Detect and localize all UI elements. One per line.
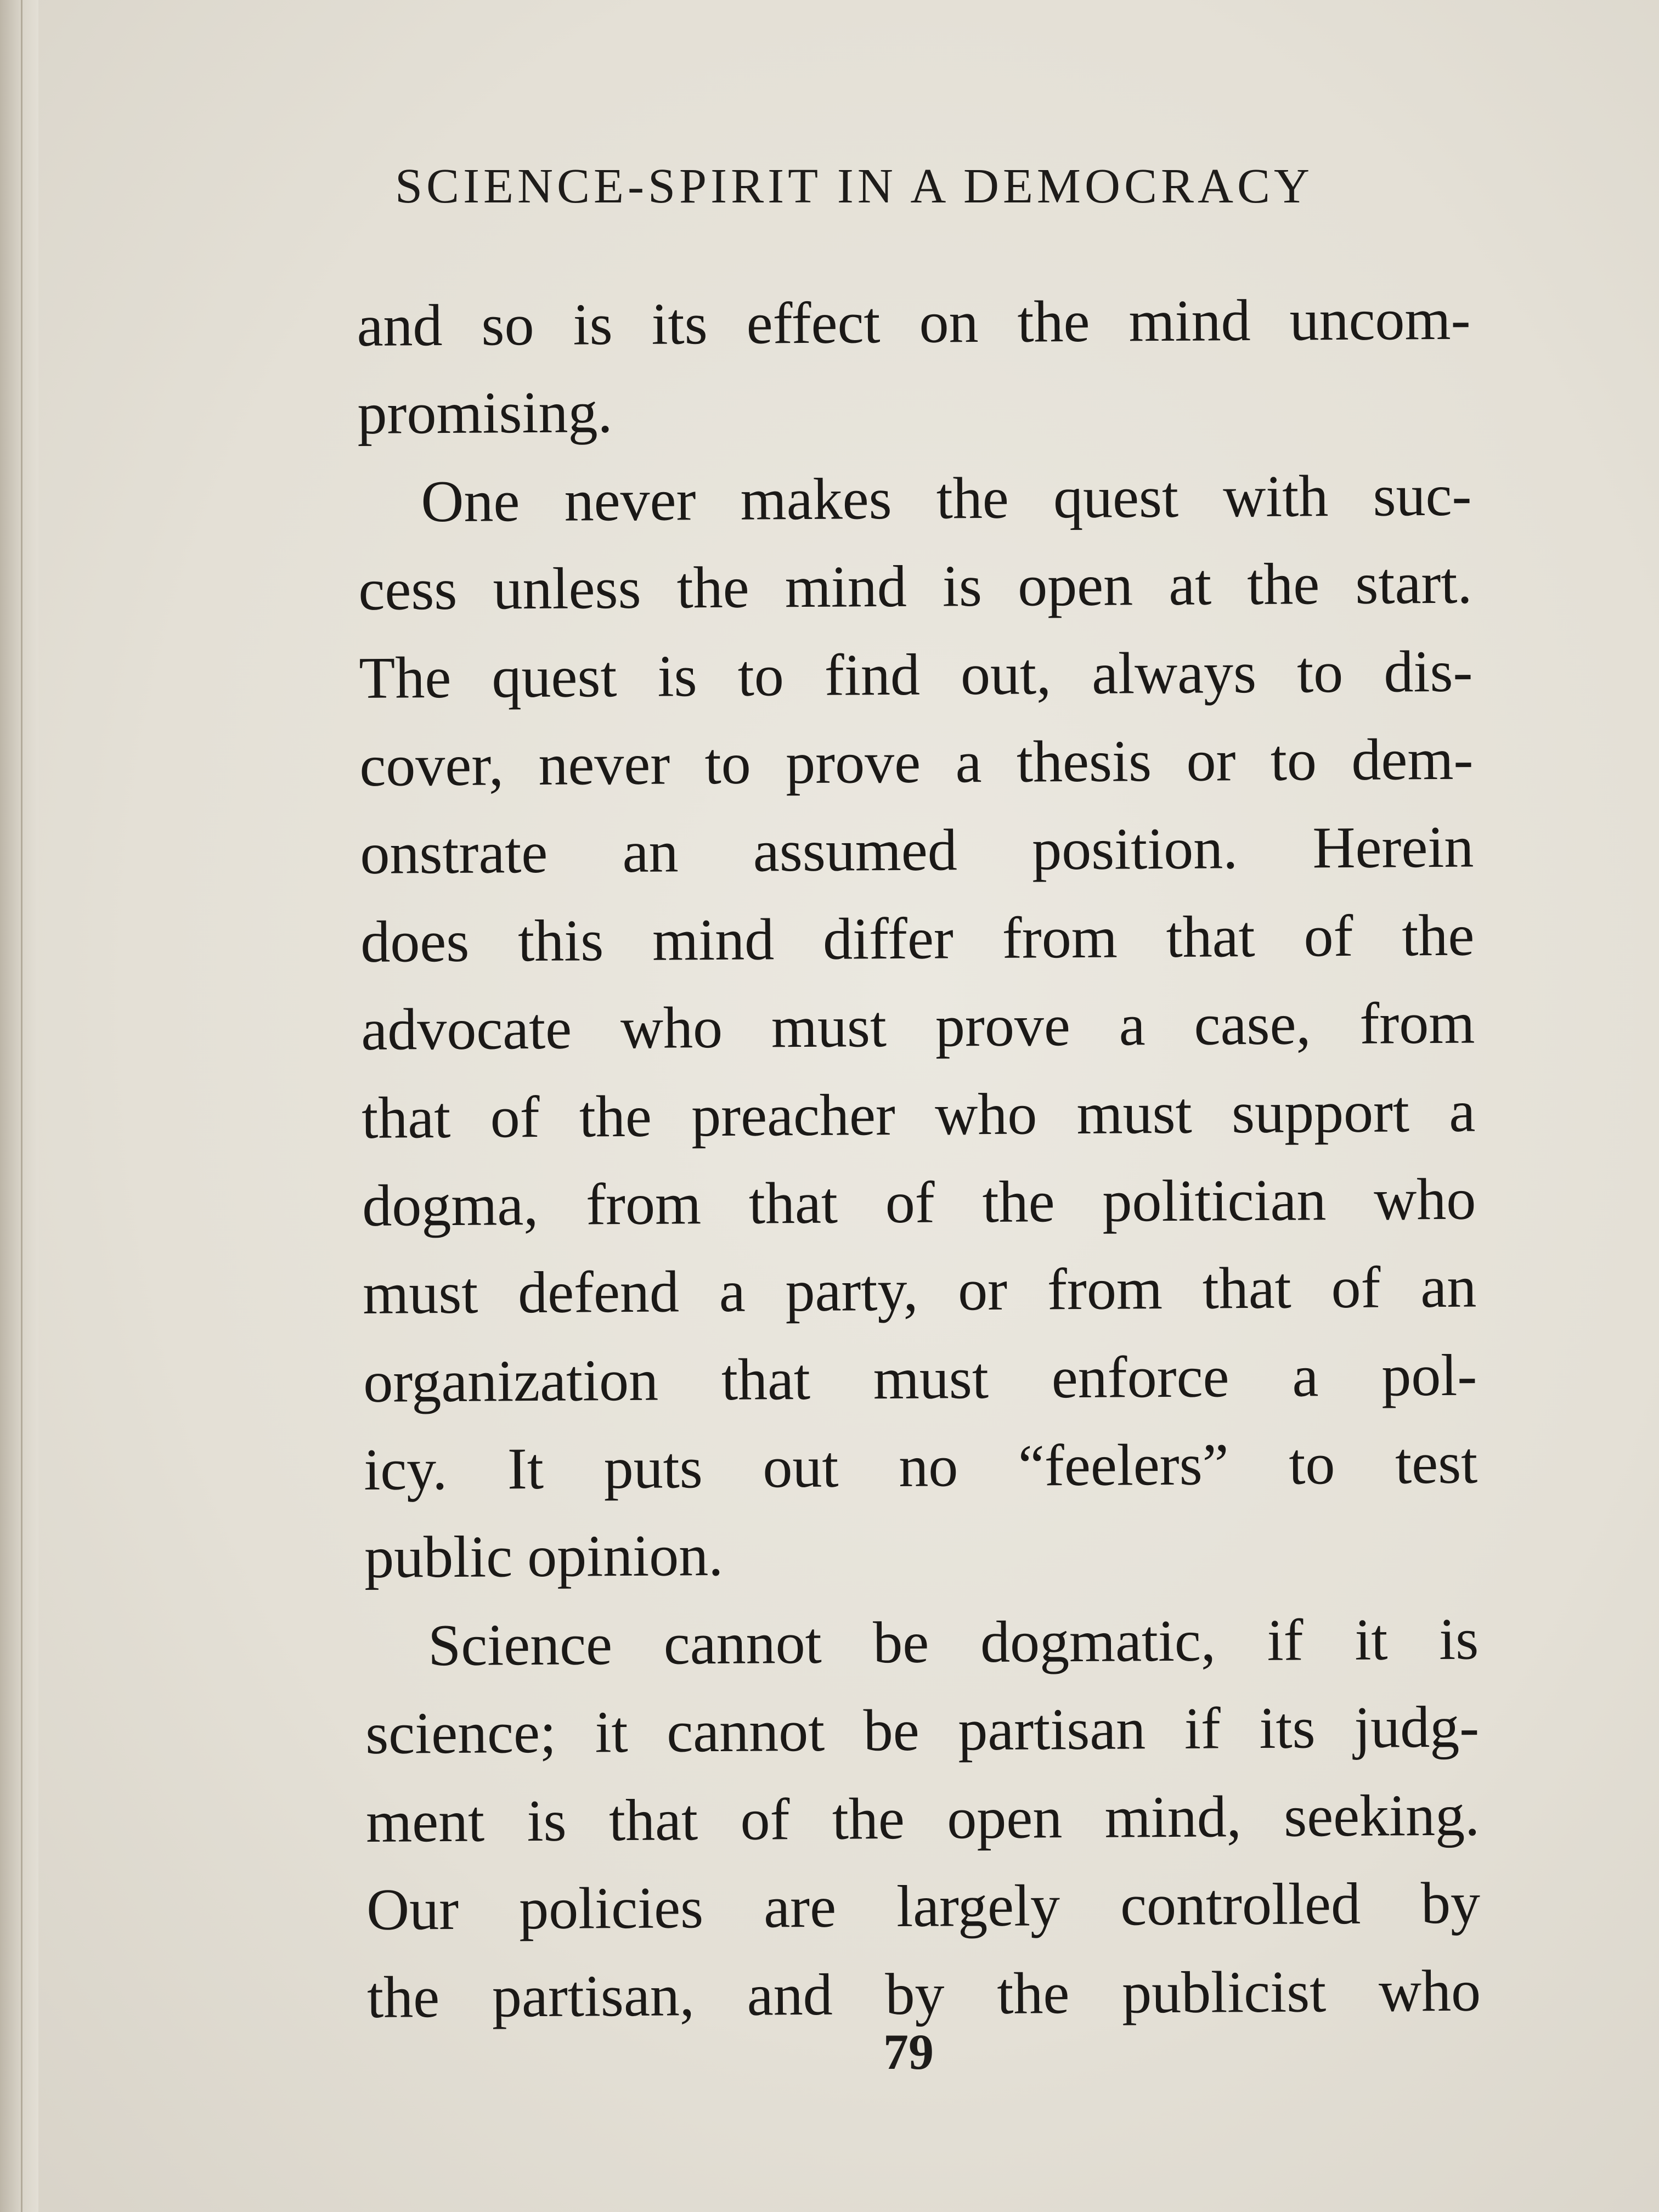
text-line: organization that must enforce a pol- (363, 1342, 1477, 1415)
paragraph (358, 452, 1479, 1602)
text-line: dogma, from that of the politician who (362, 1166, 1476, 1239)
body-text (357, 276, 1481, 2042)
text-line: Our policies are largely controlled by (366, 1870, 1481, 1943)
text-line: cess unless the mind is open at the start. (358, 550, 1472, 623)
page-number: 79 (883, 2024, 934, 2080)
gutter-edge (21, 0, 22, 2212)
text-line: and so is its effect on the mind uncom- (357, 286, 1471, 359)
text-line: that of the preacher who must support a (361, 1079, 1476, 1151)
text-line: does this mind differ from that of the (360, 902, 1475, 975)
text-line: ment is that of the open mind, seeking. (365, 1782, 1480, 1855)
text-line: Science cannot be dogmatic, if it is (427, 1606, 1479, 1679)
binding-gutter (0, 0, 38, 2212)
text-line: advocate who must prove a case, from (360, 990, 1475, 1063)
text-line: science; it cannot be partisan if its judg- (365, 1694, 1480, 1767)
paragraph (357, 276, 1471, 459)
text-line: The quest is to find out, always to dis- (359, 639, 1473, 711)
text-line: onstrate an assumed position. Herein (360, 814, 1474, 887)
text-line: One never makes the quest with suc- (421, 462, 1472, 535)
text-line: cover, never to prove a thesis or to dem- (359, 726, 1474, 799)
text-line: icy. It puts out no “feelers” to test (363, 1430, 1478, 1503)
text-line: public opinion. (364, 1523, 724, 1591)
paragraph (365, 1595, 1481, 2042)
text-line: must defend a party, or from that of an (362, 1254, 1477, 1327)
text-line: promising. (357, 380, 613, 447)
running-head: SCIENCE-SPIRIT IN A DEMOCRACY (395, 159, 1314, 213)
text-line: the partisan, and by the publicist who (366, 1958, 1481, 2031)
